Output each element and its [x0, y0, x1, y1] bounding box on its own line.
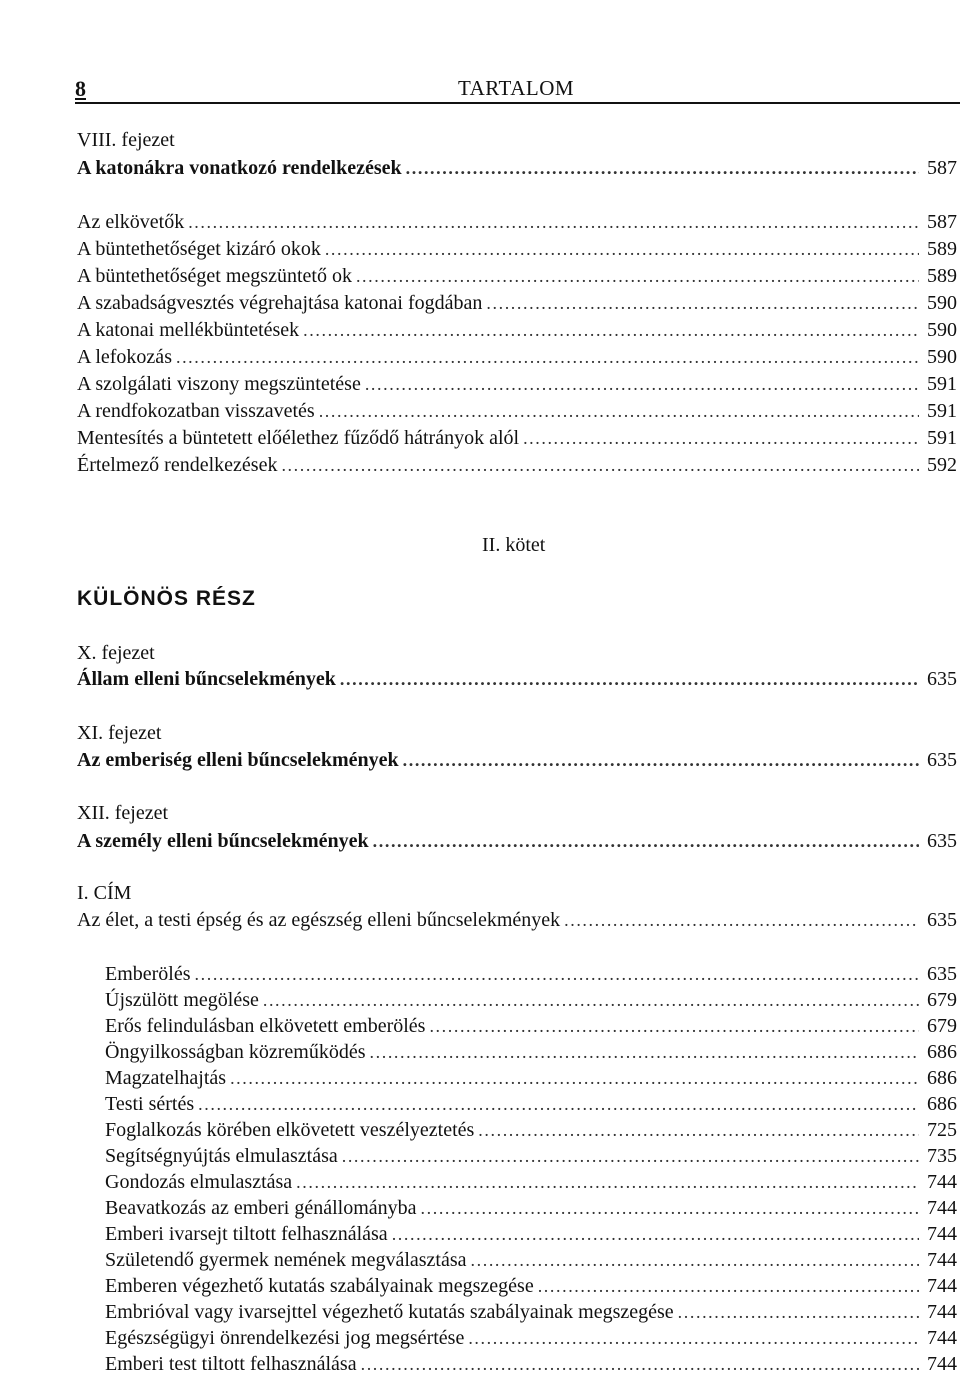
toc-entry[interactable] [77, 318, 957, 342]
toc-entry-text: Segítségnyújtás elmulasztása [105, 1145, 338, 1167]
toc-page-number: 735 [927, 1145, 957, 1167]
toc-entry-text: A katonákra vonatkozó rendelkezések [77, 157, 402, 179]
toc-entry-text: A katonai mellékbüntetések [77, 319, 300, 341]
toc-chapter-title[interactable] [77, 156, 957, 180]
toc-entry-text: A rendfokozatban visszavetés [77, 400, 315, 422]
chapter-label: XII. fejezet [77, 802, 169, 824]
toc-page-number: 591 [927, 400, 957, 422]
toc-entry-text: Emberi ivarsejt tiltott felhasználása [105, 1223, 388, 1245]
toc-entry[interactable] [105, 1352, 957, 1376]
toc-leader-dots [421, 1196, 919, 1220]
toc-entry-text: Egészségügyi önrendelkezési jog megsértése [105, 1327, 465, 1349]
toc-page-number: 587 [927, 211, 957, 233]
toc-page-number: 590 [927, 319, 957, 341]
toc-entry-text: Emberölés [105, 963, 191, 985]
toc-entry[interactable] [105, 962, 957, 986]
toc-leader-dots [523, 426, 919, 450]
toc-page-number: 679 [927, 989, 957, 1011]
title-label: I. CÍM [77, 882, 132, 904]
toc-entry-text: Az elkövetők [77, 211, 185, 233]
chapter-label: VIII. fejezet [77, 129, 175, 151]
toc-entry-text: Állam elleni bűncselekmények [77, 668, 336, 690]
toc-leader-dots [429, 1014, 919, 1038]
toc-entry-text: A személy elleni bűncselekmények [77, 830, 369, 852]
toc-entry[interactable] [105, 1092, 957, 1116]
toc-leader-dots [340, 667, 919, 691]
toc-leader-dots [564, 908, 919, 932]
toc-entry-text: A szabadságvesztés végrehajtása katonai fogdában [77, 292, 483, 314]
toc-entry-text: A büntethetőséget megszüntető ok [77, 265, 352, 287]
toc-entry-text: Magzatelhajtás [105, 1067, 227, 1089]
toc-page-number: 744 [927, 1249, 957, 1271]
toc-leader-dots [263, 988, 919, 1012]
toc-leader-dots [538, 1274, 919, 1298]
toc-page-number: 744 [927, 1327, 957, 1349]
toc-chapter-title[interactable] [77, 829, 957, 853]
toc-entry[interactable] [105, 1014, 957, 1038]
toc-page-number: 591 [927, 427, 957, 449]
toc-page-number: 592 [927, 454, 957, 476]
toc-leader-dots [281, 453, 919, 477]
toc-leader-dots [319, 399, 919, 423]
toc-page-number: 744 [927, 1223, 957, 1245]
toc-leader-dots [478, 1118, 919, 1142]
toc-page-number: 744 [927, 1197, 957, 1219]
toc-leader-dots [176, 345, 919, 369]
toc-page-number: 591 [927, 373, 957, 395]
toc-entry-text: Emberi test tiltott felhasználása [105, 1353, 357, 1375]
toc-entry-text: Gondozás elmulasztása [105, 1171, 293, 1193]
toc-page-number: 744 [927, 1301, 957, 1323]
toc-leader-dots [195, 962, 919, 986]
toc-entry[interactable] [77, 426, 957, 450]
toc-entry[interactable] [77, 237, 957, 261]
toc-leader-dots [361, 1352, 919, 1376]
toc-entry-text: Újszülött megölése [105, 989, 259, 1011]
toc-page-number: 744 [927, 1171, 957, 1193]
toc-leader-dots [486, 291, 919, 315]
toc-page-number: 589 [927, 265, 957, 287]
toc-page-number: 635 [927, 830, 957, 852]
toc-entry[interactable] [77, 453, 957, 477]
toc-entry-text: Öngyilkosságban közreműködés [105, 1041, 366, 1063]
toc-entry-text: Beavatkozás az emberi génállományba [105, 1197, 417, 1219]
chapter-label: X. fejezet [77, 642, 155, 664]
toc-entry[interactable] [105, 1040, 957, 1064]
toc-page-number: 686 [927, 1093, 957, 1115]
toc-page-number: 635 [927, 749, 957, 771]
toc-leader-dots [468, 1326, 919, 1350]
toc-entry-text: Születendő gyermek nemének megválasztása [105, 1249, 467, 1271]
toc-chapter-title[interactable] [77, 748, 957, 772]
toc-entry[interactable] [105, 1274, 957, 1298]
toc-entry[interactable] [105, 1196, 957, 1220]
toc-entry-text: A büntethetőséget kizáró okok [77, 238, 321, 260]
toc-page-number: 686 [927, 1041, 957, 1063]
toc-entry-text: Mentesítés a büntetett előélethez fűződő hátrányok alól [77, 427, 520, 449]
toc-entry[interactable] [105, 1222, 957, 1246]
toc-leader-dots [356, 264, 919, 288]
toc-page-number: 744 [927, 1275, 957, 1297]
toc-entry[interactable] [77, 372, 957, 396]
toc-entry[interactable] [77, 210, 957, 234]
chapter-label: XI. fejezet [77, 722, 162, 744]
toc-leader-dots [303, 318, 919, 342]
toc-entry-text: Foglalkozás körében elkövetett veszélyeztetés [105, 1119, 475, 1141]
toc-entry-text: Emberen végezhető kutatás szabályainak megszegése [105, 1275, 534, 1297]
toc-leader-dots [230, 1066, 919, 1090]
toc-chapter-title[interactable] [77, 667, 957, 691]
toc-entry-text: Testi sértés [105, 1093, 195, 1115]
toc-entry[interactable] [77, 345, 957, 369]
toc-page-number: 635 [927, 963, 957, 985]
toc-leader-dots [373, 829, 919, 853]
toc-entry[interactable] [105, 1144, 957, 1168]
toc-leader-dots [403, 748, 919, 772]
toc-entry[interactable] [105, 1170, 957, 1194]
toc-entry[interactable] [105, 988, 957, 1012]
toc-page-number: 679 [927, 1015, 957, 1037]
part-title: KÜLÖNÖS RÉSZ [77, 587, 256, 610]
toc-entry-text: A lefokozás [77, 346, 172, 368]
toc-leader-dots [392, 1222, 919, 1246]
toc-leader-dots [188, 210, 919, 234]
toc-entry[interactable] [105, 1066, 957, 1090]
toc-leader-dots [365, 372, 919, 396]
toc-page-number: 587 [927, 157, 957, 179]
toc-leader-dots [342, 1144, 919, 1168]
toc-leader-dots [678, 1300, 919, 1324]
toc-entry[interactable] [77, 291, 957, 315]
toc-page-number: 590 [927, 346, 957, 368]
toc-page-number: 725 [927, 1119, 957, 1141]
page-number: 8 [75, 76, 86, 101]
toc-page-number: 744 [927, 1353, 957, 1375]
toc-page-number: 635 [927, 668, 957, 690]
toc-entry[interactable] [105, 1248, 957, 1272]
toc-page-number: 590 [927, 292, 957, 314]
toc-leader-dots [198, 1092, 919, 1116]
toc-entry-text: Az élet, a testi épség és az egészség elleni bűncselekmények [77, 909, 561, 931]
toc-entry-text: Embrióval vagy ivarsejttel végezhető kutatás szabályainak megszegése [105, 1301, 674, 1323]
toc-leader-dots [471, 1248, 919, 1272]
toc-leader-dots [296, 1170, 919, 1194]
toc-entry-text: Értelmező rendelkezések [77, 454, 278, 476]
toc-entry-text: A szolgálati viszony megszüntetése [77, 373, 361, 395]
toc-leader-dots [406, 156, 919, 180]
page-header [75, 70, 960, 104]
toc-entry[interactable] [105, 1326, 957, 1350]
toc-entry-text: Az emberiség elleni bűncselekmények [77, 749, 399, 771]
volume-label: II. kötet [482, 534, 546, 556]
toc-page-number: 686 [927, 1067, 957, 1089]
toc-entry[interactable] [77, 399, 957, 423]
toc-entry-text: Erős felindulásban elkövetett emberölés [105, 1015, 426, 1037]
toc-page-number: 635 [927, 909, 957, 931]
toc-entry[interactable] [105, 1118, 957, 1142]
toc-page-number: 589 [927, 238, 957, 260]
running-title: TARTALOM [458, 76, 575, 100]
toc-entry[interactable] [105, 1300, 957, 1324]
toc-entry[interactable] [77, 264, 957, 288]
toc-leader-dots [370, 1040, 919, 1064]
toc-leader-dots [325, 237, 919, 261]
toc-title-heading[interactable] [77, 908, 957, 932]
